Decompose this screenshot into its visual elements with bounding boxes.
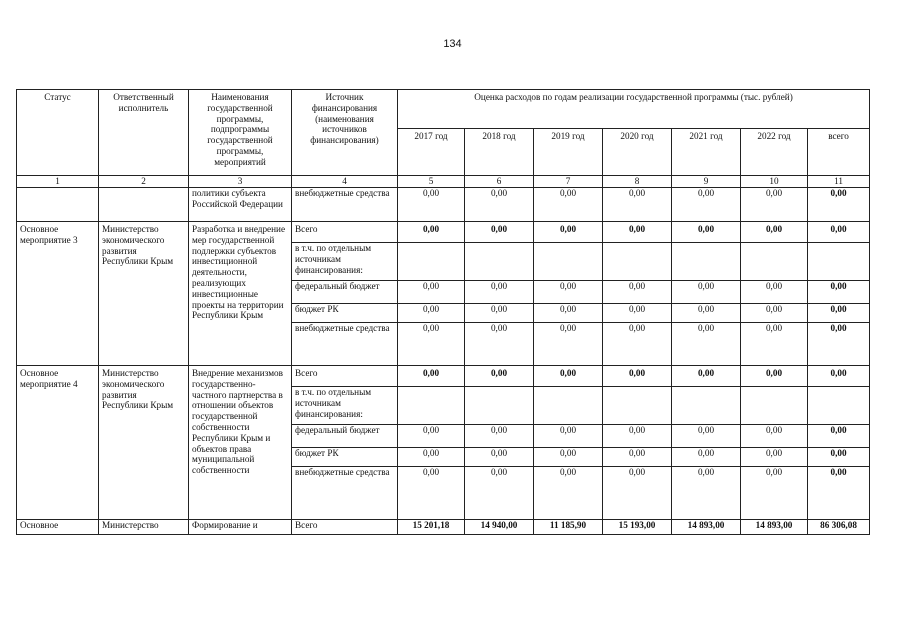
total-cell	[808, 387, 870, 425]
header-row	[17, 90, 870, 129]
executor-cell: Министерство экономического развития Республики Крым	[99, 222, 189, 366]
name-cell: политики субъекта Российской Федерации	[189, 188, 292, 222]
value-cell: 15 201,18	[398, 520, 465, 535]
value-cell: 0,00	[534, 425, 603, 448]
value-cell: 14 893,00	[741, 520, 808, 535]
value-cell: 0,00	[603, 323, 672, 366]
header-year: 2021 год	[672, 129, 741, 176]
value-cell: 0,00	[603, 425, 672, 448]
value-cell: 0,00	[741, 281, 808, 304]
value-cell: 0,00	[603, 366, 672, 387]
total-cell: 0,00	[808, 304, 870, 323]
total-cell: 0,00	[808, 323, 870, 366]
value-cell: 0,00	[672, 304, 741, 323]
value-cell: 0,00	[465, 323, 534, 366]
source-cell: Всего	[292, 366, 398, 387]
value-cell: 0,00	[741, 323, 808, 366]
value-cell: 0,00	[465, 281, 534, 304]
value-cell: 0,00	[672, 425, 741, 448]
value-cell: 0,00	[465, 304, 534, 323]
value-cell: 0,00	[534, 467, 603, 520]
value-cell: 0,00	[741, 222, 808, 243]
value-cell: 0,00	[603, 188, 672, 222]
source-cell: федеральный бюджет	[292, 281, 398, 304]
value-cell: 0,00	[672, 448, 741, 467]
source-cell: внебюджетные средства	[292, 467, 398, 520]
budget-table	[16, 89, 870, 535]
value-cell: 0,00	[672, 366, 741, 387]
header-status: Статус	[17, 90, 99, 176]
value-cell: 0,00	[603, 281, 672, 304]
header-estimate: Оценка расходов по годам реализации государственной программы (тыс. рублей)	[398, 90, 870, 129]
name-cell: Формирование и	[189, 520, 292, 535]
executor-cell	[99, 188, 189, 222]
value-cell	[603, 387, 672, 425]
column-number: 4	[292, 176, 398, 188]
column-number: 7	[534, 176, 603, 188]
source-cell: в т.ч. по отдельным источникам финансирования:	[292, 387, 398, 425]
value-cell: 0,00	[741, 366, 808, 387]
table-row	[17, 366, 870, 387]
source-cell: федеральный бюджет	[292, 425, 398, 448]
status-cell	[17, 188, 99, 222]
value-cell: 0,00	[398, 188, 465, 222]
value-cell: 0,00	[672, 323, 741, 366]
executor-cell: Министерство экономического развития Республики Крым	[99, 366, 189, 520]
header-year: 2019 год	[534, 129, 603, 176]
executor-cell: Министерство	[99, 520, 189, 535]
status-cell: Основное мероприятие 4	[17, 366, 99, 520]
value-cell	[465, 387, 534, 425]
value-cell	[398, 387, 465, 425]
total-cell: 0,00	[808, 425, 870, 448]
value-cell: 0,00	[603, 222, 672, 243]
header-year: 2017 год	[398, 129, 465, 176]
column-number: 3	[189, 176, 292, 188]
column-number: 10	[741, 176, 808, 188]
table-row	[17, 222, 870, 243]
value-cell: 0,00	[603, 448, 672, 467]
total-cell: 0,00	[808, 222, 870, 243]
table-row	[17, 188, 870, 222]
header-year: 2018 год	[465, 129, 534, 176]
value-cell: 0,00	[603, 304, 672, 323]
header-year-total: всего	[808, 129, 870, 176]
value-cell: 0,00	[534, 366, 603, 387]
column-number-row	[17, 176, 870, 188]
value-cell: 0,00	[534, 323, 603, 366]
value-cell	[672, 243, 741, 281]
value-cell: 0,00	[465, 222, 534, 243]
total-cell: 86 306,08	[808, 520, 870, 535]
column-number: 5	[398, 176, 465, 188]
value-cell: 0,00	[534, 281, 603, 304]
status-cell: Основное мероприятие 3	[17, 222, 99, 366]
value-cell: 0,00	[398, 366, 465, 387]
value-cell: 0,00	[741, 467, 808, 520]
column-number: 6	[465, 176, 534, 188]
column-number: 2	[99, 176, 189, 188]
header-name: Наименования государственной программы, подпрограммы государственной программы, мероприятий	[189, 90, 292, 176]
value-cell: 0,00	[465, 188, 534, 222]
total-cell: 0,00	[808, 281, 870, 304]
value-cell: 0,00	[741, 448, 808, 467]
header-year: 2022 год	[741, 129, 808, 176]
value-cell	[534, 387, 603, 425]
name-cell: Внедрение механизмов государственно-частного партнерства в отношении объектов государственной собственности Республики Крым и объектов права муниципальной собственности	[189, 366, 292, 520]
status-cell: Основное	[17, 520, 99, 535]
page-number: 134	[443, 38, 462, 50]
source-cell: внебюджетные средства	[292, 323, 398, 366]
value-cell: 0,00	[741, 304, 808, 323]
value-cell: 0,00	[672, 188, 741, 222]
table-row	[17, 520, 870, 535]
value-cell	[398, 243, 465, 281]
column-number: 1	[17, 176, 99, 188]
value-cell	[603, 243, 672, 281]
source-cell: Всего	[292, 222, 398, 243]
total-cell: 0,00	[808, 467, 870, 520]
value-cell: 0,00	[672, 222, 741, 243]
value-cell: 0,00	[398, 222, 465, 243]
column-number: 8	[603, 176, 672, 188]
value-cell: 0,00	[603, 467, 672, 520]
value-cell: 0,00	[672, 467, 741, 520]
value-cell: 0,00	[534, 188, 603, 222]
value-cell: 0,00	[534, 222, 603, 243]
value-cell: 0,00	[465, 425, 534, 448]
total-cell: 0,00	[808, 188, 870, 222]
column-number: 11	[808, 176, 870, 188]
value-cell: 0,00	[398, 304, 465, 323]
value-cell	[741, 243, 808, 281]
value-cell: 11 185,90	[534, 520, 603, 535]
value-cell: 0,00	[398, 425, 465, 448]
value-cell: 15 193,00	[603, 520, 672, 535]
value-cell: 0,00	[465, 467, 534, 520]
header-year: 2020 год	[603, 129, 672, 176]
total-cell: 0,00	[808, 366, 870, 387]
value-cell	[672, 387, 741, 425]
name-cell: Разработка и внедрение мер государственной подлержки субъектов инвестиционной деятельности, реализующих инвестиционные проекты на территории Республики Крым	[189, 222, 292, 366]
total-cell: 0,00	[808, 448, 870, 467]
header-source: Источник финансирования (наименования источников финансирования)	[292, 90, 398, 176]
value-cell: 0,00	[465, 448, 534, 467]
value-cell: 14 940,00	[465, 520, 534, 535]
source-cell: в т.ч. по отдельным источникам финансирования:	[292, 243, 398, 281]
value-cell: 0,00	[534, 448, 603, 467]
header-executor: Ответственный исполнитель	[99, 90, 189, 176]
value-cell	[741, 387, 808, 425]
source-cell: бюджет РК	[292, 304, 398, 323]
value-cell: 0,00	[534, 304, 603, 323]
value-cell	[465, 243, 534, 281]
column-number: 9	[672, 176, 741, 188]
value-cell: 0,00	[398, 281, 465, 304]
total-cell	[808, 243, 870, 281]
value-cell: 0,00	[741, 188, 808, 222]
source-cell: Всего	[292, 520, 398, 535]
value-cell: 0,00	[398, 467, 465, 520]
value-cell: 0,00	[398, 448, 465, 467]
value-cell: 0,00	[465, 366, 534, 387]
value-cell: 0,00	[741, 425, 808, 448]
value-cell: 14 893,00	[672, 520, 741, 535]
value-cell	[534, 243, 603, 281]
source-cell: бюджет РК	[292, 448, 398, 467]
value-cell: 0,00	[672, 281, 741, 304]
value-cell: 0,00	[398, 323, 465, 366]
source-cell: внебюджетные средства	[292, 188, 398, 222]
